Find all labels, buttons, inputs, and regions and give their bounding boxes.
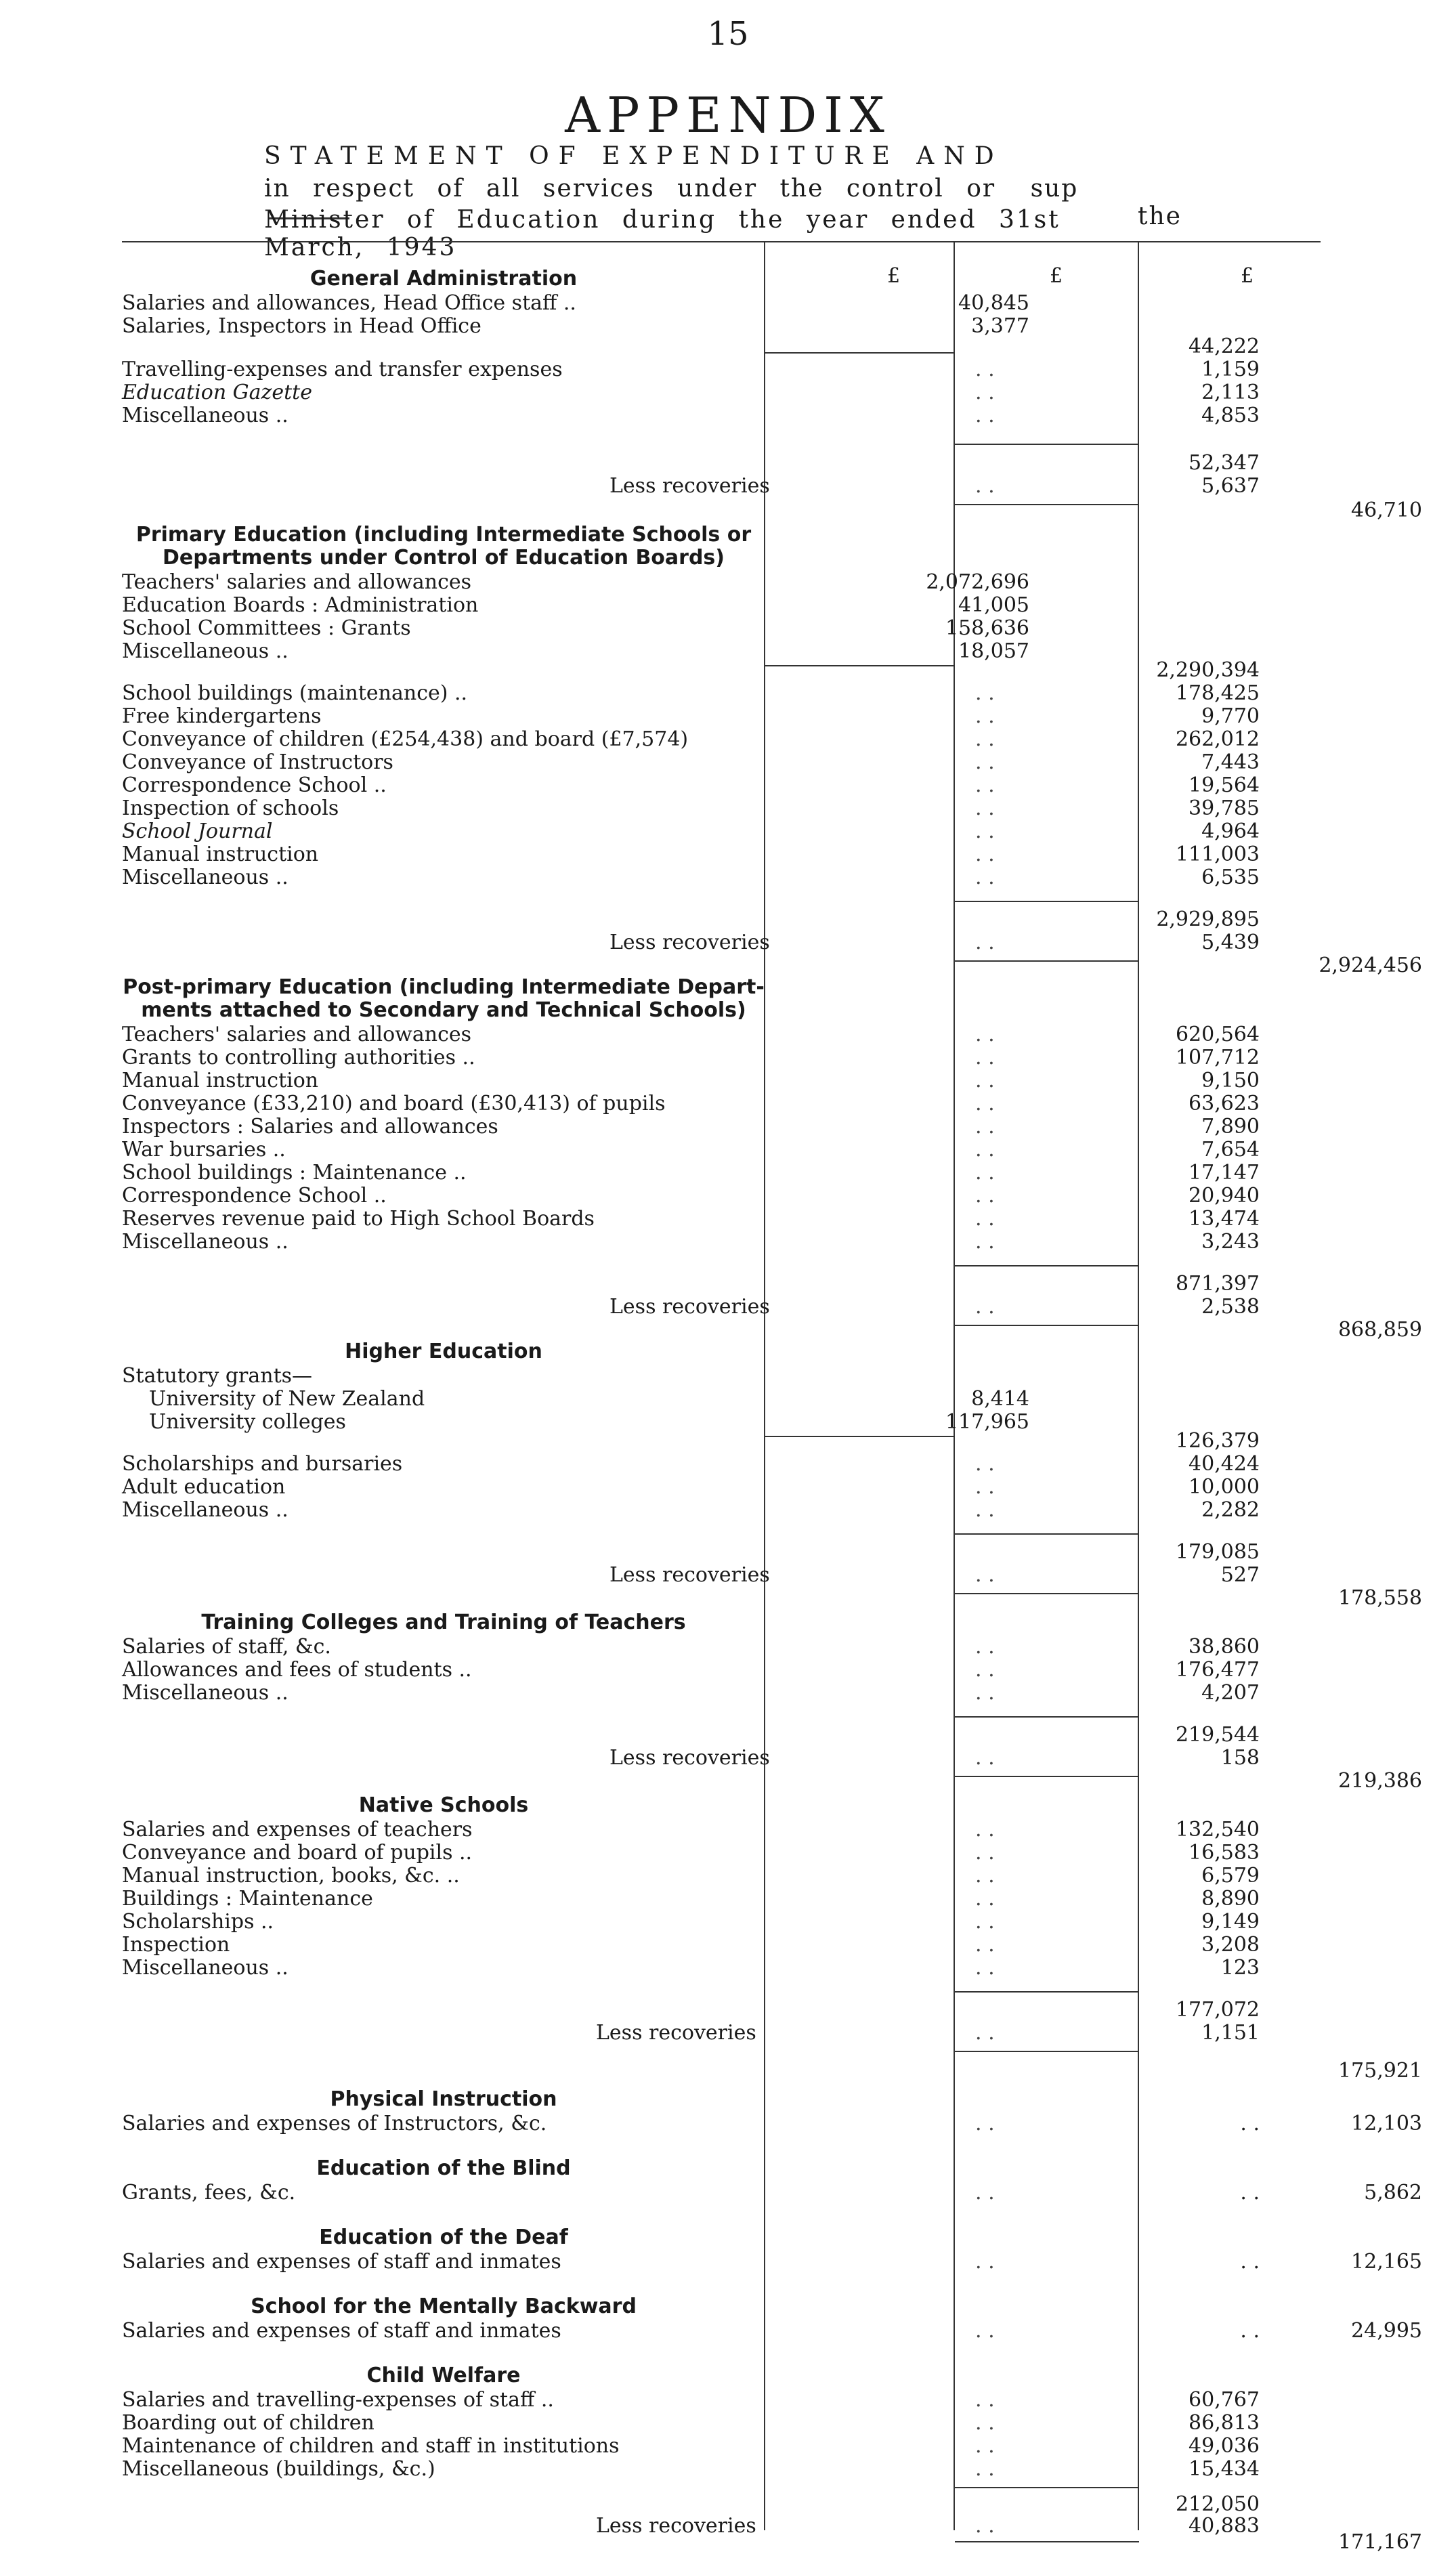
table-row: Inspectors : Salaries and allowances . . 7,890 <box>122 1115 1260 1138</box>
subtitle-line-1: STATEMENT OF EXPENDITURE AND <box>264 142 1004 170</box>
table-row: Miscellaneous .. . . 123 <box>122 1956 1260 1980</box>
section-heading-native: Native Schools <box>358 1793 529 1817</box>
rule <box>955 2487 1139 2488</box>
table-row: Miscellaneous .. . . 4,853 <box>122 404 1260 427</box>
section-heading-primary-2: Departments under Control of Education Boards) <box>163 546 725 570</box>
rule <box>955 1533 1139 1535</box>
table-row: Conveyance of Instructors . . 7,443 <box>122 750 1260 774</box>
section-total: 178,558 <box>1337 1586 1422 1610</box>
page-number: 15 <box>707 15 749 53</box>
rule <box>955 901 1139 902</box>
table-row: Education Gazette . . 2,113 <box>122 381 1260 404</box>
less-row: Less recoveries . . 40,883 <box>596 2514 1260 2538</box>
subtitle-line-2-text: in respect of all services under the control or <box>264 175 996 203</box>
less-row: Less recoveries . . 1,151 <box>596 2021 1260 2045</box>
table-row: Statutory grants— <box>122 1364 313 1388</box>
table-row: 177,072 <box>1175 1998 1260 2022</box>
section-heading-general: General Administration <box>309 267 578 291</box>
table-row: Inspection . . 3,208 <box>122 1933 1260 1957</box>
table-row: Salaries of staff, &c. . . 38,860 <box>122 1635 1260 1659</box>
table-row: Correspondence School .. . . 19,564 <box>122 773 1260 797</box>
subtitle-line-3: Minister of Education during the year ended 31st March, 1943 <box>264 206 1061 261</box>
rule <box>955 1991 1139 1993</box>
section-heading-postprimary-1: Post-primary Education (including Intermediate Depart- <box>123 975 765 999</box>
currency-header-1: £ <box>887 264 901 288</box>
table-row: Allowances and fees of students .. . . 176,477 <box>122 1658 1260 1682</box>
less-row: Less recoveries . . 5,439 <box>609 931 1260 954</box>
subtitle-line-2-obscured: sup <box>1030 175 1079 203</box>
section-total: 219,386 <box>1337 1769 1422 1793</box>
table-row: Salaries and expenses of staff and inmates . . . . 12,165 <box>122 2250 1422 2274</box>
table-row: Adult education . . 10,000 <box>122 1475 1260 1499</box>
table-row: Grants to controlling authorities .. . . 107,712 <box>122 1046 1260 1069</box>
table-row: War bursaries .. . . 7,654 <box>122 1138 1260 1162</box>
table-row: Travelling-expenses and transfer expenses . . 1,159 <box>122 358 1260 381</box>
table-row: Conveyance and board of pupils .. . . 16,583 <box>122 1841 1260 1865</box>
table-row: School buildings (maintenance) .. . . 178,425 <box>122 681 1260 705</box>
section-heading-training: Training Colleges and Training of Teachers <box>201 1611 686 1634</box>
less-row: Less recoveries . . 2,538 <box>609 1295 1260 1319</box>
section-total: 46,710 <box>1351 498 1422 522</box>
table-row: Scholarships and bursaries . . 40,424 <box>122 1452 1260 1476</box>
subtitle-line-2-end: the <box>1138 203 1182 230</box>
table-row: 126,379 <box>1175 1429 1260 1453</box>
table-row: Education Boards : Administration 41,005 <box>122 593 1029 617</box>
table-row: 2,929,895 <box>1156 908 1260 931</box>
table-row: Reserves revenue paid to High School Boards . . 13,474 <box>122 1207 1260 1231</box>
currency-header-2: £ <box>1050 264 1063 288</box>
table-row: 871,397 <box>1175 1272 1260 1296</box>
less-row: Less recoveries . . 5,637 <box>609 474 1260 498</box>
rule <box>955 2051 1139 2052</box>
table-row: Maintenance of children and staff in institutions . . 49,036 <box>122 2434 1260 2458</box>
table-row: Miscellaneous (buildings, &c.) . . 15,434 <box>122 2457 1260 2481</box>
table-row: Teachers' salaries and allowances . . 620,564 <box>122 1023 1260 1046</box>
table-row: Grants, fees, &c. . . . . 5,862 <box>122 2181 1422 2204</box>
table-row: 179,085 <box>1175 1540 1260 1564</box>
section-total: 175,921 <box>1337 2059 1422 2083</box>
table-row: Salaries and expenses of teachers . . 132,540 <box>122 1818 1260 1841</box>
table-row: Free kindergartens . . 9,770 <box>122 704 1260 728</box>
section-total: 171,167 <box>1337 2530 1422 2554</box>
section-heading-deaf: Education of the Deaf <box>319 2225 568 2249</box>
table-row: Manual instruction . . 9,150 <box>122 1069 1260 1092</box>
table-row: 2,290,394 <box>1156 658 1260 682</box>
table-row: Miscellaneous .. . . 6,535 <box>122 866 1260 889</box>
header-rule <box>122 241 1321 242</box>
table-row: Inspection of schools . . 39,785 <box>122 796 1260 820</box>
table-row: School Journal . . 4,964 <box>122 819 1260 843</box>
table-row: Salaries and expenses of Instructors, &c. . . . . 12,103 <box>122 2112 1422 2135</box>
rule <box>955 1265 1139 1266</box>
table-row: Miscellaneous .. . . 3,243 <box>122 1230 1260 1254</box>
section-total: 868,859 <box>1337 1318 1422 1342</box>
table-row: Scholarships .. . . 9,149 <box>122 1910 1260 1934</box>
table-row: Correspondence School .. . . 20,940 <box>122 1184 1260 1208</box>
table-row: 219,544 <box>1175 1723 1260 1747</box>
rule <box>955 444 1139 445</box>
table-row: Salaries and expenses of staff and inmates . . . . 24,995 <box>122 2319 1422 2343</box>
table-row: Manual instruction . . 111,003 <box>122 843 1260 866</box>
table-row: Manual instruction, books, &c. .. . . 6,579 <box>122 1864 1260 1888</box>
table-row: Salaries, Inspectors in Head Office 3,377 <box>122 314 1029 338</box>
table-row: Conveyance (£33,210) and board (£30,413) of pupils . . 63,623 <box>122 1092 1260 1115</box>
rule <box>955 1716 1139 1718</box>
section-heading-higher: Higher Education <box>345 1340 542 1363</box>
table-row: Salaries and travelling-expenses of staff .. . . 60,767 <box>122 2388 1260 2412</box>
table-row: 44,222 <box>1189 335 1260 358</box>
page-title: APPENDIX <box>565 87 891 144</box>
table-row: School Committees : Grants 158,636 <box>122 616 1029 640</box>
table-row: 52,347 <box>1189 451 1260 475</box>
table-row: Miscellaneous .. . . 4,207 <box>122 1681 1260 1705</box>
table-row: Conveyance of children (£254,438) and board (£7,574) . . 262,012 <box>122 727 1260 751</box>
currency-header-3: £ <box>1241 264 1254 288</box>
table-row: Buildings : Maintenance . . 8,890 <box>122 1887 1260 1911</box>
section-heading-postprimary-2: ments attached to Secondary and Technical Schools) <box>141 998 746 1022</box>
section-heading-primary-1: Primary Education (including Intermediate Schools or <box>135 523 752 547</box>
table-row: Miscellaneous .. 18,057 <box>122 639 1029 663</box>
table-row: Boarding out of children . . 86,813 <box>122 2411 1260 2435</box>
table-row: Miscellaneous .. . . 2,282 <box>122 1498 1260 1522</box>
section-total: 2,924,456 <box>1319 954 1422 977</box>
table-row: Teachers' salaries and allowances 2,072,696 <box>122 570 1029 594</box>
table-row: 212,050 <box>1175 2492 1260 2516</box>
section-heading-child: Child Welfare <box>366 2364 521 2387</box>
table-row: School buildings : Maintenance .. . . 17,147 <box>122 1161 1260 1185</box>
section-heading-blind: Education of the Blind <box>316 2156 571 2180</box>
less-row: Less recoveries . . 158 <box>609 1746 1260 1770</box>
table-row: University of New Zealand 8,414 <box>149 1387 1029 1411</box>
less-row: Less recoveries . . 527 <box>609 1563 1260 1587</box>
section-heading-mental: School for the Mentally Backward <box>251 2295 637 2318</box>
table-row: Salaries and allowances, Head Office staff .. 40,845 <box>122 291 1029 315</box>
table-row: University colleges 117,965 <box>149 1410 1029 1434</box>
section-heading-physical: Physical Instruction <box>330 2087 557 2111</box>
